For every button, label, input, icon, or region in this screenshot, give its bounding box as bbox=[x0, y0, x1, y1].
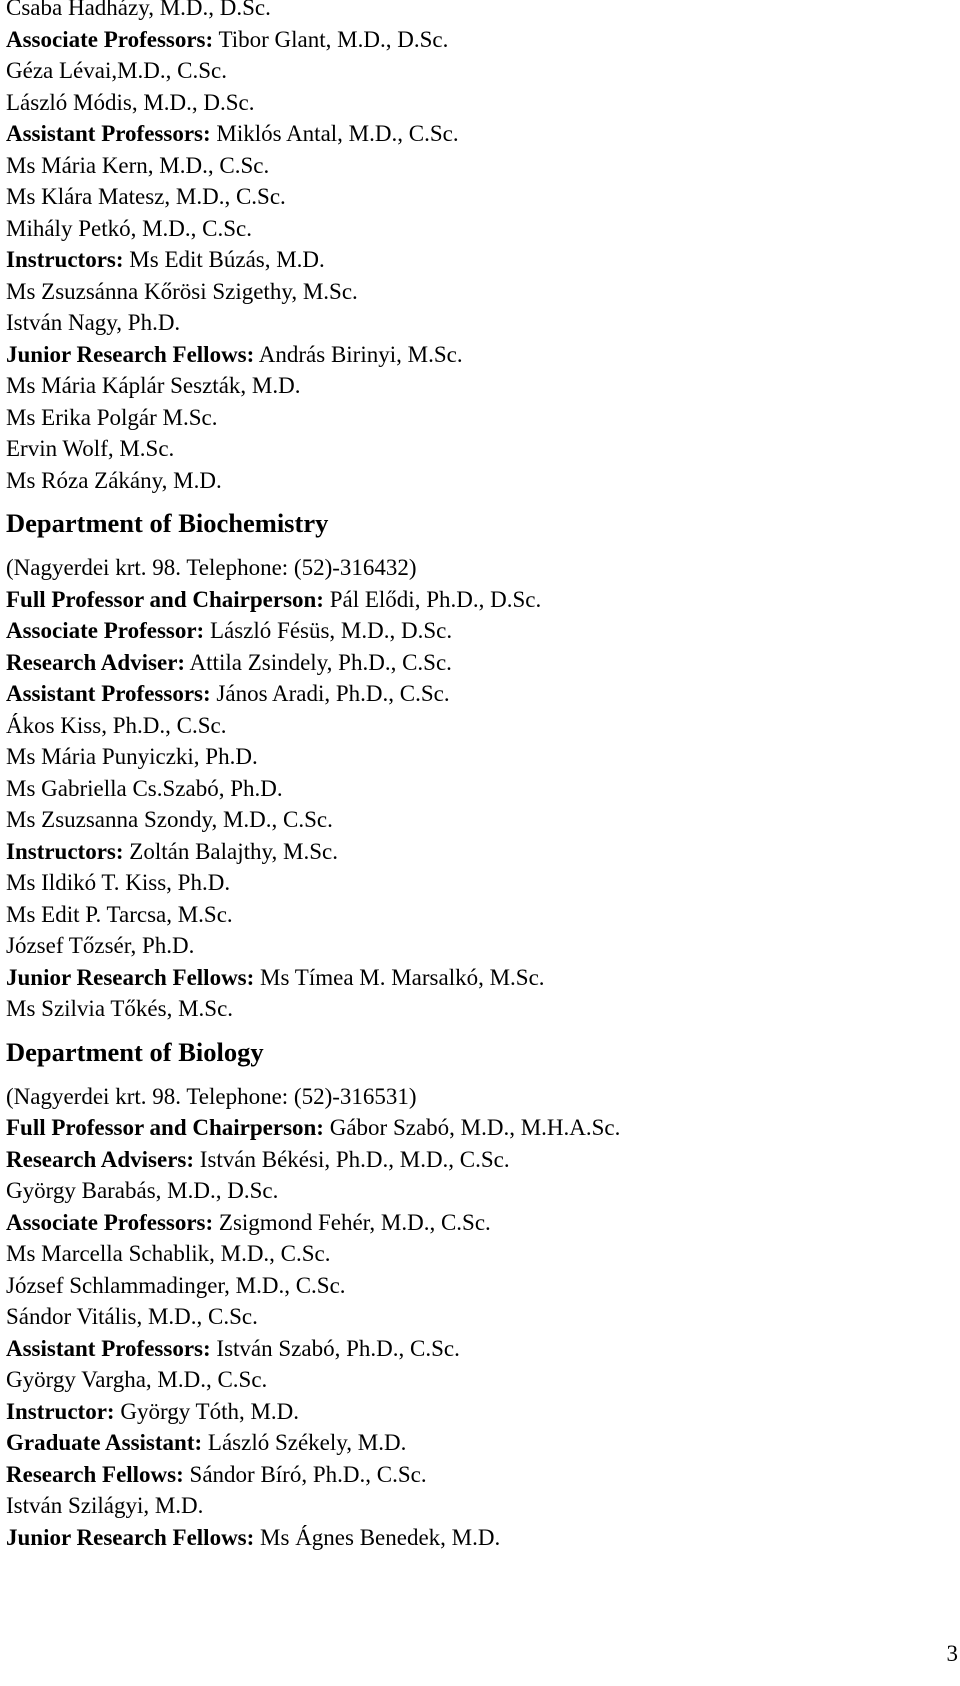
faculty-line bbox=[6, 465, 946, 497]
person-name: László Módis, M.D., D.Sc. bbox=[6, 89, 255, 115]
faculty-line bbox=[6, 1333, 946, 1365]
page-number: 3 bbox=[946, 1641, 958, 1666]
person-name: Csaba Hadházy, M.D., D.Sc. bbox=[6, 0, 271, 20]
faculty-line bbox=[6, 55, 946, 87]
person-name: Pál Elődi, Ph.D., D.Sc. bbox=[323, 586, 542, 612]
faculty-list-continued bbox=[6, 0, 946, 496]
person-name: István Szabó, Ph.D., C.Sc. bbox=[210, 1335, 460, 1361]
role-label: Assistant Professors: bbox=[6, 121, 211, 146]
person-name: Géza Lévai,M.D., C.Sc. bbox=[6, 58, 227, 83]
role-label: Full Professor and Chairperson: bbox=[6, 586, 324, 612]
role-label: Associate Professors: bbox=[6, 26, 214, 52]
role-label: Instructors: bbox=[6, 247, 124, 272]
faculty-line bbox=[6, 647, 946, 679]
role-label: Research Adviser: bbox=[6, 649, 186, 675]
person-name: János Aradi, Ph.D., C.Sc. bbox=[210, 681, 450, 706]
person-name: Ákos Kiss, Ph.D., C.Sc. bbox=[6, 712, 227, 738]
person-name: József Schlammadinger, M.D., C.Sc. bbox=[6, 1272, 346, 1298]
person-name: Ms Marcella Schablik, M.D., C.Sc. bbox=[6, 1241, 331, 1266]
faculty-line bbox=[6, 433, 946, 465]
person-name: Ms Mária Punyiczki, Ph.D. bbox=[6, 744, 258, 769]
faculty-line bbox=[6, 993, 946, 1025]
document-page bbox=[6, 0, 946, 1553]
faculty-line bbox=[6, 741, 946, 773]
role-label: Junior Research Fellows: bbox=[6, 1524, 255, 1550]
faculty-line bbox=[6, 213, 946, 245]
person-name: (Nagyerdei krt. 98. Telephone: (52)-316531) bbox=[6, 1083, 417, 1109]
faculty-line bbox=[6, 930, 946, 962]
person-name: Ms Edit P. Tarcsa, M.Sc. bbox=[6, 901, 233, 927]
role-label: Instructors: bbox=[6, 838, 124, 864]
person-name: László Fésüs, M.D., D.Sc. bbox=[204, 618, 453, 643]
faculty-line bbox=[6, 1238, 946, 1270]
faculty-line bbox=[6, 370, 946, 402]
person-name: György Barabás, M.D., D.Sc. bbox=[6, 1178, 279, 1203]
faculty-line bbox=[6, 804, 946, 836]
faculty-list-biology bbox=[6, 1081, 946, 1554]
faculty-line bbox=[6, 1270, 946, 1302]
faculty-line bbox=[6, 1301, 946, 1333]
faculty-line bbox=[6, 1175, 946, 1207]
faculty-line bbox=[6, 0, 946, 24]
person-name: Mihály Petkó, M.D., C.Sc. bbox=[6, 215, 252, 241]
person-name: Zsigmond Fehér, M.D., C.Sc. bbox=[213, 1209, 491, 1235]
faculty-line bbox=[6, 24, 946, 56]
faculty-line bbox=[6, 552, 946, 584]
person-name: Attila Zsindely, Ph.D., C.Sc. bbox=[185, 649, 452, 675]
faculty-line bbox=[6, 87, 946, 119]
faculty-line bbox=[6, 584, 946, 616]
person-name: Miklós Antal, M.D., C.Sc. bbox=[210, 121, 459, 146]
faculty-line bbox=[6, 307, 946, 339]
person-name: György Tóth, M.D. bbox=[114, 1398, 300, 1424]
faculty-line bbox=[6, 1081, 946, 1113]
person-name: Zoltán Balajthy, M.Sc. bbox=[123, 838, 338, 864]
faculty-line bbox=[6, 615, 946, 647]
person-name: Ms Mária Káplár Seszták, M.D. bbox=[6, 373, 301, 398]
faculty-line bbox=[6, 836, 946, 868]
faculty-line bbox=[6, 899, 946, 931]
person-name: Ms Zsuzsanna Szondy, M.D., C.Sc. bbox=[6, 807, 333, 832]
faculty-line bbox=[6, 710, 946, 742]
faculty-line bbox=[6, 1364, 946, 1396]
person-name: Gábor Szabó, M.D., M.H.A.Sc. bbox=[323, 1115, 621, 1140]
role-label: Associate Professor: bbox=[6, 618, 205, 643]
faculty-line bbox=[6, 244, 946, 276]
person-name: István Nagy, Ph.D. bbox=[6, 310, 181, 335]
role-label: Research Fellows: bbox=[6, 1461, 184, 1487]
faculty-line bbox=[6, 773, 946, 805]
person-name: Ms Ágnes Benedek, M.D. bbox=[254, 1524, 501, 1550]
faculty-line bbox=[6, 118, 946, 150]
role-label: Associate Professors: bbox=[6, 1209, 214, 1235]
person-name: Ms Zsuzsánna Kőrösi Szigethy, M.Sc. bbox=[6, 278, 358, 304]
role-label: Research Advisers: bbox=[6, 1146, 195, 1172]
faculty-line bbox=[6, 1207, 946, 1239]
person-name: Ms Klára Matesz, M.D., C.Sc. bbox=[6, 184, 286, 209]
faculty-line bbox=[6, 1112, 946, 1144]
person-name: Ms Ildikó T. Kiss, Ph.D. bbox=[6, 870, 231, 895]
faculty-line bbox=[6, 1144, 946, 1176]
faculty-line bbox=[6, 678, 946, 710]
faculty-line bbox=[6, 1459, 946, 1491]
department-heading-biochemistry: Department of Biochemistry bbox=[6, 508, 329, 538]
faculty-line bbox=[6, 1490, 946, 1522]
person-name: Ms Róza Zákány, M.D. bbox=[6, 467, 222, 493]
faculty-line bbox=[6, 150, 946, 182]
person-name: Sándor Bíró, Ph.D., C.Sc. bbox=[183, 1461, 427, 1487]
person-name: István Békési, Ph.D., M.D., C.Sc. bbox=[194, 1146, 510, 1172]
faculty-line bbox=[6, 339, 946, 371]
role-label: Junior Research Fellows: bbox=[6, 341, 255, 367]
role-label: Instructor: bbox=[6, 1398, 115, 1424]
role-label: Full Professor and Chairperson: bbox=[6, 1115, 324, 1140]
faculty-line bbox=[6, 962, 946, 994]
person-name: Ms Gabriella Cs.Szabó, Ph.D. bbox=[6, 775, 283, 801]
person-name: István Szilágyi, M.D. bbox=[6, 1493, 204, 1518]
person-name: György Vargha, M.D., C.Sc. bbox=[6, 1367, 268, 1392]
faculty-line bbox=[6, 402, 946, 434]
department-heading-biology: Department of Biology bbox=[6, 1036, 264, 1067]
role-label: Graduate Assistant: bbox=[6, 1430, 203, 1455]
person-name: (Nagyerdei krt. 98. Telephone: (52)-316432) bbox=[6, 555, 417, 580]
person-name: Ms Mária Kern, M.D., C.Sc. bbox=[6, 152, 270, 178]
person-name: Ms Erika Polgár M.Sc. bbox=[6, 404, 218, 430]
faculty-list-biochemistry bbox=[6, 552, 946, 1025]
person-name: Ervin Wolf, M.Sc. bbox=[6, 436, 175, 461]
person-name: Ms Szilvia Tőkés, M.Sc. bbox=[6, 996, 234, 1021]
person-name: András Birinyi, M.Sc. bbox=[254, 341, 463, 367]
faculty-line bbox=[6, 181, 946, 213]
person-name: József Tőzsér, Ph.D. bbox=[6, 933, 195, 958]
person-name: Sándor Vitális, M.D., C.Sc. bbox=[6, 1304, 258, 1329]
person-name: Ms Edit Búzás, M.D. bbox=[123, 247, 325, 272]
person-name: Tibor Glant, M.D., D.Sc. bbox=[213, 26, 449, 52]
faculty-line bbox=[6, 276, 946, 308]
role-label: Assistant Professors: bbox=[6, 1335, 211, 1361]
faculty-line bbox=[6, 1522, 946, 1554]
faculty-line bbox=[6, 1396, 946, 1428]
person-name: László Székely, M.D. bbox=[202, 1430, 407, 1455]
faculty-line bbox=[6, 1427, 946, 1459]
faculty-line bbox=[6, 867, 946, 899]
role-label: Assistant Professors: bbox=[6, 681, 211, 706]
person-name: Ms Tímea M. Marsalkó, M.Sc. bbox=[254, 964, 545, 990]
role-label: Junior Research Fellows: bbox=[6, 964, 255, 990]
